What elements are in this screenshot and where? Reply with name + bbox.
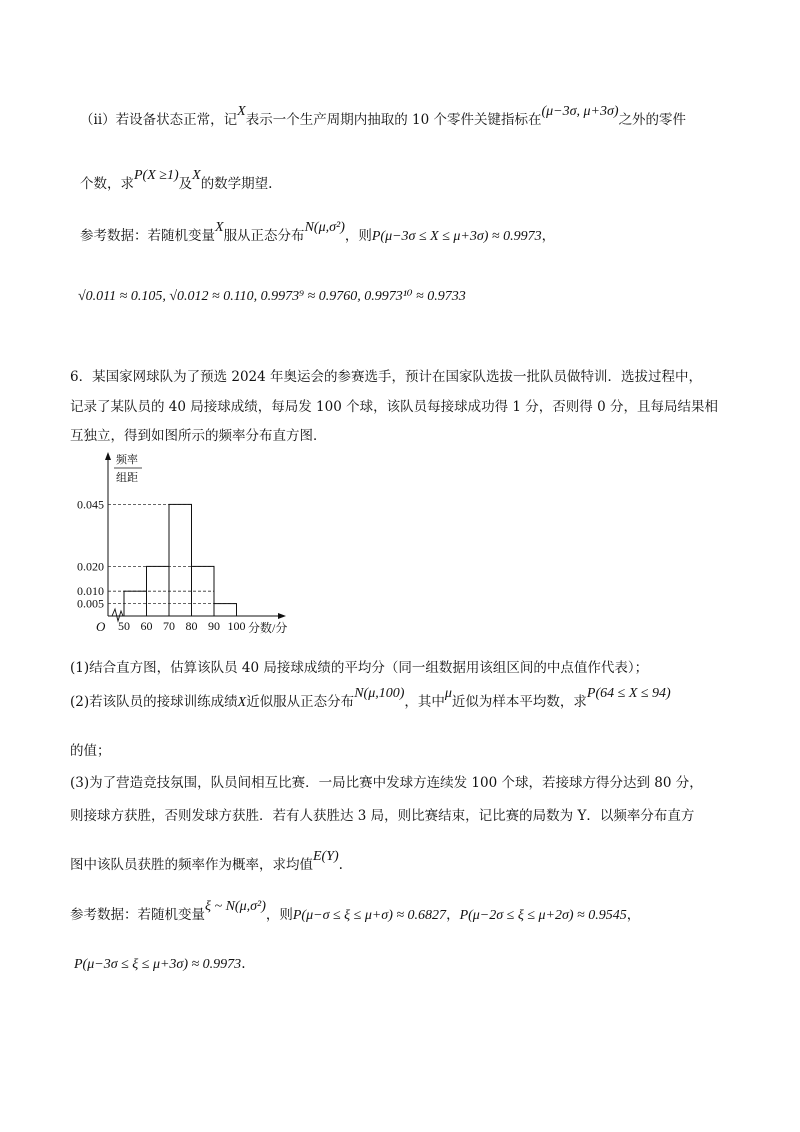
ref1-text-b: 服从正态分布 [223, 228, 305, 244]
origin-label: O [96, 619, 106, 634]
expectation-formula: E(Y) [313, 849, 339, 864]
x-tick-label-1: 60 [140, 619, 153, 633]
y-tick-label-2: 0.010 [77, 584, 104, 599]
frequency-histogram [60, 448, 320, 638]
ylabel-bottom: 组距 [116, 472, 138, 484]
q2-text-c: ，其中 [404, 694, 445, 710]
interval-formula: (μ−3σ, μ+3σ) [541, 104, 619, 119]
part-ii-text-c: 之外的零件 [618, 112, 687, 128]
var-x: X [237, 104, 246, 119]
question-3-line-2: 则接球方获胜，否则发球方获胜．若有人获胜达 3 局，则比赛结束，记比赛的局数为 Y．以频率分布直方 [70, 808, 695, 824]
x-tick-label-2: 70 [163, 619, 175, 633]
ref1-text-a: 参考数据：若随机变量 [80, 228, 215, 244]
var-x-2: X [192, 168, 201, 183]
ref2-prob-2: P(μ−2σ ≤ ξ ≤ μ+2σ) ≈ 0.9545 [459, 908, 627, 923]
ref2-end: . [241, 956, 246, 972]
ref2-sep: ， [446, 907, 460, 923]
q2-mu: μ [444, 686, 452, 701]
q2-text-a: (2)若该队员的接球训练成绩 [70, 694, 238, 710]
ref1-approx-values: √0.011 ≈ 0.105, √0.012 ≈ 0.110, 0.9973⁹ ≈ 0.9760, 0.9973¹⁰ ≈ 0.9733 [78, 289, 466, 304]
question-3-line-3: 图中该队员获胜的频率作为概率，求均值 [70, 857, 313, 873]
histogram-bar-2 [169, 504, 192, 616]
q2-var-x: X [237, 695, 247, 710]
y-tick-label-3: 0.005 [77, 596, 104, 611]
x-tick-label-5: 100 [227, 619, 246, 633]
q3-end: . [338, 857, 343, 873]
var-x-3: X [215, 220, 224, 235]
ref1-prob-formula: P(μ−3σ ≤ X ≤ μ+3σ) ≈ 0.9973 [371, 229, 542, 244]
ref1-text-c: ，则 [344, 228, 372, 244]
part-ii-text-f: 的数学期望. [200, 176, 273, 192]
ref2-dist-formula: ξ ~ N(μ,σ²) [205, 899, 266, 914]
ref2-text-b: ，则 [265, 907, 293, 923]
part-ii-text-d: 个数，求 [80, 176, 134, 192]
x-axis-label: 分数/分 [248, 621, 288, 635]
problem6-para-2: 记录了某队员的 40 局接球成绩，每局发 100 个球，该队员每接球成功得 1 分，否则得 0 分，且每局结果相 [70, 399, 718, 415]
part-ii-text-e: 及 [178, 176, 193, 192]
part-ii-text-a: （ii）若设备状态正常，记 [80, 112, 238, 128]
x-tick-label-4: 90 [208, 619, 220, 633]
histogram-bar-4 [214, 604, 237, 616]
q2-dist-formula: N(μ,100) [354, 686, 405, 701]
ref1-tail: ， [541, 228, 556, 244]
question-1: (1)结合直方图，估算该队员 40 局接球成绩的平均分（同一组数据用该组区间的中点值作代表）； [70, 660, 649, 676]
question-3-line-1: (3)为了营造竞技氛围，队员间相互比赛．一局比赛中发球方连续发 100 个球，若接球方得分达到 80 分， [70, 775, 703, 791]
ref2-prob-3: P(μ−3σ ≤ ξ ≤ μ+3σ) ≈ 0.9973 [74, 957, 242, 972]
y-tick-label-1: 0.020 [77, 559, 104, 574]
q2-end: 的值； [70, 743, 111, 759]
x-axis-arrow [278, 613, 286, 619]
ylabel-top: 频率 [116, 454, 138, 466]
q2-text-d: 近似为样本平均数，求 [451, 694, 587, 710]
prob-formula: P(X ≥1) [134, 168, 179, 183]
ref2-prob-1: P(μ−σ ≤ ξ ≤ μ+σ) ≈ 0.6827 [292, 908, 447, 923]
normal-dist-formula: N(μ,σ²) [304, 220, 345, 235]
ref2-text-a: 参考数据：若随机变量 [70, 907, 205, 923]
problem6-para-1: 6．某国家网球队为了预选 2024 年奥运会的参赛选手，预计在国家队选拔一批队员做特训．选拔过程中， [70, 369, 703, 385]
q2-prob-formula: P(64 ≤ X ≤ 94) [586, 686, 671, 701]
y-axis-arrow [105, 452, 111, 460]
y-tick-label-0: 0.045 [77, 497, 104, 512]
problem6-para-3: 互独立，得到如图所示的频率分布直方图． [70, 428, 327, 444]
q2-text-b: 近似服从正态分布 [246, 694, 355, 710]
part-ii-text-b: 表示一个生产周期内抽取的 10 个零件关键指标在 [245, 112, 542, 128]
x-tick-label-3: 80 [185, 619, 198, 633]
x-tick-label-0: 50 [118, 619, 130, 633]
ref2-sep-2: ， [626, 907, 641, 923]
